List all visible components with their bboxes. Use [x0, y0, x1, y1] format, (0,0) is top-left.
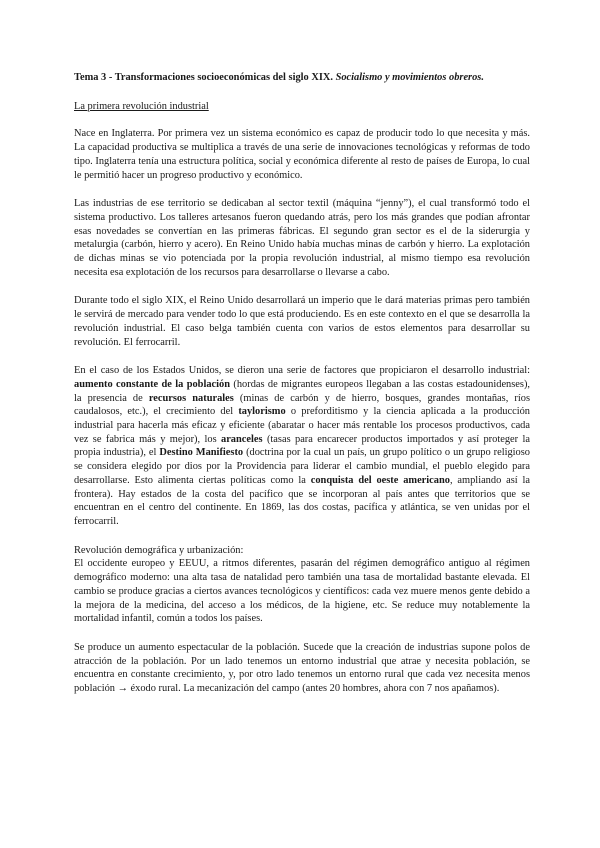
term-conquest-of-west: conquista del oeste americano: [310, 474, 450, 486]
term-manifest-destiny: Destino Manifiesto: [159, 447, 244, 459]
title-subtitle: Socialismo y movimientos obreros.: [335, 72, 484, 83]
section-heading-demographic-revolution: Revolución demográfica y urbanización:: [74, 544, 244, 556]
p4-text: , ampliando así la frontera). Hay estados de la costa del pacífico que se incorporan al país antes que territorios que se encuentran en el centro del continente. En 1869, las dos costas, pacífica y atlántica, se ven unidas por el ferrocarril.: [74, 474, 531, 527]
term-tariffs: aranceles: [221, 433, 263, 445]
paragraph-5: El occidente europeo y EEUU, a ritmos diferentes, pasarán del régimen demográfico antiguo al régimen demográfico moderno: una alta tasa de natalidad pero también una tasa de mortalidad bastante elevada. El cambio se produce gracias a ciertos avances tecnológicos y científicos: cada vez muere menos gente debido a la mejora de la medicina, del acceso a los médicos, de la higiene, etc. Se reduce muy notablemente la mortalidad infantil, común a todos los países.: [74, 558, 530, 625]
paragraph-1: Nace en Inglaterra. Por primera vez un sistema económico es capaz de producir todo lo que necesita y más. La capacidad productiva se multiplica a través de una serie de innovaciones tecnológicas y reformas de todo tipo. Inglaterra tenía una estructura política, social y económica diferente al resto de países de Europa, lo cual le permitió hacer un progreso productivo y económico.: [74, 128, 530, 181]
term-taylorism: taylorismo: [238, 406, 286, 418]
term-natural-resources: recursos naturales: [148, 392, 234, 404]
section-heading-industrial-revolution: La primera revolución industrial: [74, 100, 209, 112]
p4-text: o preforditismo y la ciencia aplicada a la producción industrial para hacerla más eficaz y eficiente (abaratar o hacer más rentable los procesos productivos, cada vez se fabrica más y mejor), los: [74, 406, 530, 445]
p4-text: (tasas para encarecer productos importados y así proteger la propia industria), el: [74, 433, 530, 459]
paragraph-6: Se produce un aumento espectacular de la población. Sucede que la creación de industrias supone polos de atracción de la población. Por un lado tenemos un entorno industrial que atrae y necesita población, se encuentra en constante crecimiento, y, por otro lado tenemos un entorno rural que cada vez necesita menos población → éxodo rural. La mecanización del campo (antes 20 hombres, ahora con 7 nos apañamos).: [74, 641, 530, 695]
document-title: [74, 71, 530, 85]
p4-text: En el caso de los Estados Unidos, se dieron una serie de factores que propiciaron el desarrollo industrial:: [74, 365, 530, 377]
p4-text: (minas de carbón y de hierro, bosques, grandes montañas, ríos caudalosos, etc.), el crecimiento del: [74, 392, 530, 418]
paragraph-3: Durante todo el siglo XIX, el Reino Unido desarrollará un imperio que le dará materias primas pero también le servirá de mercado para vender todo lo que está produciendo. Es en este contexto en el que se desarrolla la revolución industrial. El caso belga también cuenta con varios de estos elementos para desarrollar su revolución. El ferrocarril.: [74, 295, 530, 348]
title-main: Tema 3 - Transformaciones socioeconómicas del siglo XIX.: [74, 72, 336, 83]
paragraph-2: Las industrias de ese territorio se dedicaban al sector textil (máquina “jenny”), el cual transformó todo el sistema productivo. Los talleres artesanos fueron quedando atrás, pero los más grandes que podían afrontar esas novedades se convertían en las primeras fábricas. El segundo gran sector es el de la siderurgia y metalurgia (carbón, hierro y acero). En Reino Unido había muchas minas de carbón y hierro. La explotación de dichas minas se vio potenciada por la propia revolución industrial, al mismo tiempo esa revolución necesita esa explotación de los recursos para desarrollarse o llevarse a cabo.: [74, 198, 530, 278]
document-body: [74, 71, 530, 711]
p4-text: (doctrina por la cual un país, un grupo político o un grupo religioso se considera elegido por dios por la Providencia para liderar el cambio mundial, el pueblo elegido para desarrollarse. Esto alimenta ciertas políticas como la: [74, 447, 530, 486]
p4-text: (hordas de migrantes europeos llegaban a las costas estadounidenses), la presencia de: [74, 378, 531, 404]
paragraph-4: [74, 364, 530, 528]
term-population-growth: aumento constante de la población: [74, 378, 231, 390]
